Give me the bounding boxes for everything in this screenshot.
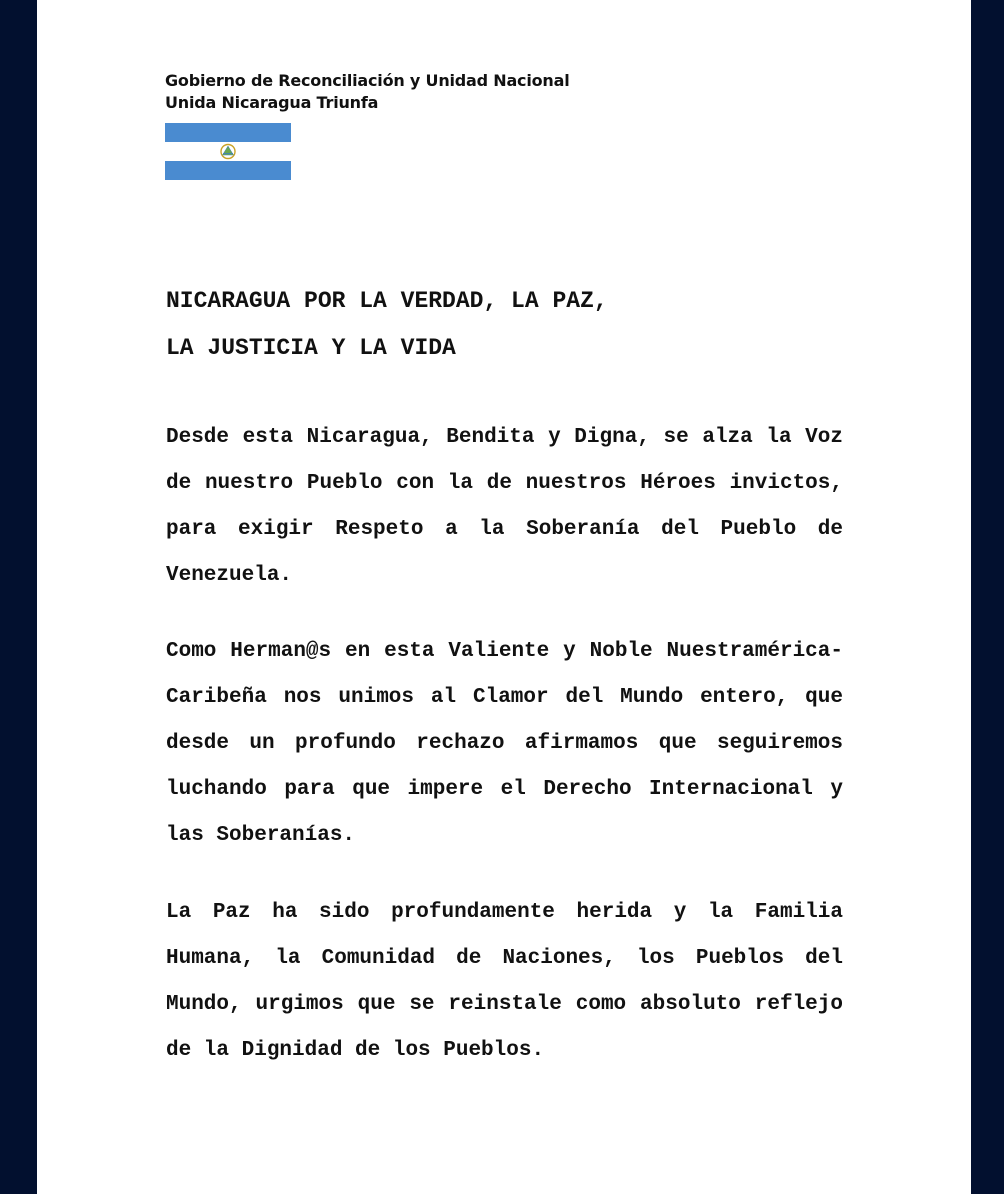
letterhead-slogan: Unida Nicaragua Triunfa	[165, 93, 379, 112]
title-line-1: NICARAGUA POR LA VERDAD, LA PAZ,	[166, 288, 608, 314]
paragraph-2: Como Herman@s en esta Valiente y Noble Nuestramérica-Caribeña nos unimos al Clamor del Mundo entero, que desde un profundo rechazo afirmamos que seguiremos luchando para que impere el Derecho Internacional y las Soberanías.	[166, 640, 843, 847]
document-title	[166, 278, 846, 372]
letterhead	[165, 70, 570, 114]
title-line-2: LA JUSTICIA Y LA VIDA	[166, 335, 456, 361]
document-page	[37, 0, 971, 1194]
nicaragua-flag-icon	[165, 123, 291, 180]
paragraph-3: La Paz ha sido profundamente herida y la Familia Humana, la Comunidad de Naciones, los Pueblos del Mundo, urgimos que se reinstale como absoluto reflejo de la Dignidad de los Pueblos.	[166, 901, 843, 1062]
paragraph-1: Desde esta Nicaragua, Bendita y Digna, se alza la Voz de nuestro Pueblo con la de nuestros Héroes invictos, para exigir Respeto a la Soberanía del Pueblo de Venezuela.	[166, 426, 843, 587]
letterhead-government-name: Gobierno de Reconciliación y Unidad Nacional	[165, 71, 570, 90]
